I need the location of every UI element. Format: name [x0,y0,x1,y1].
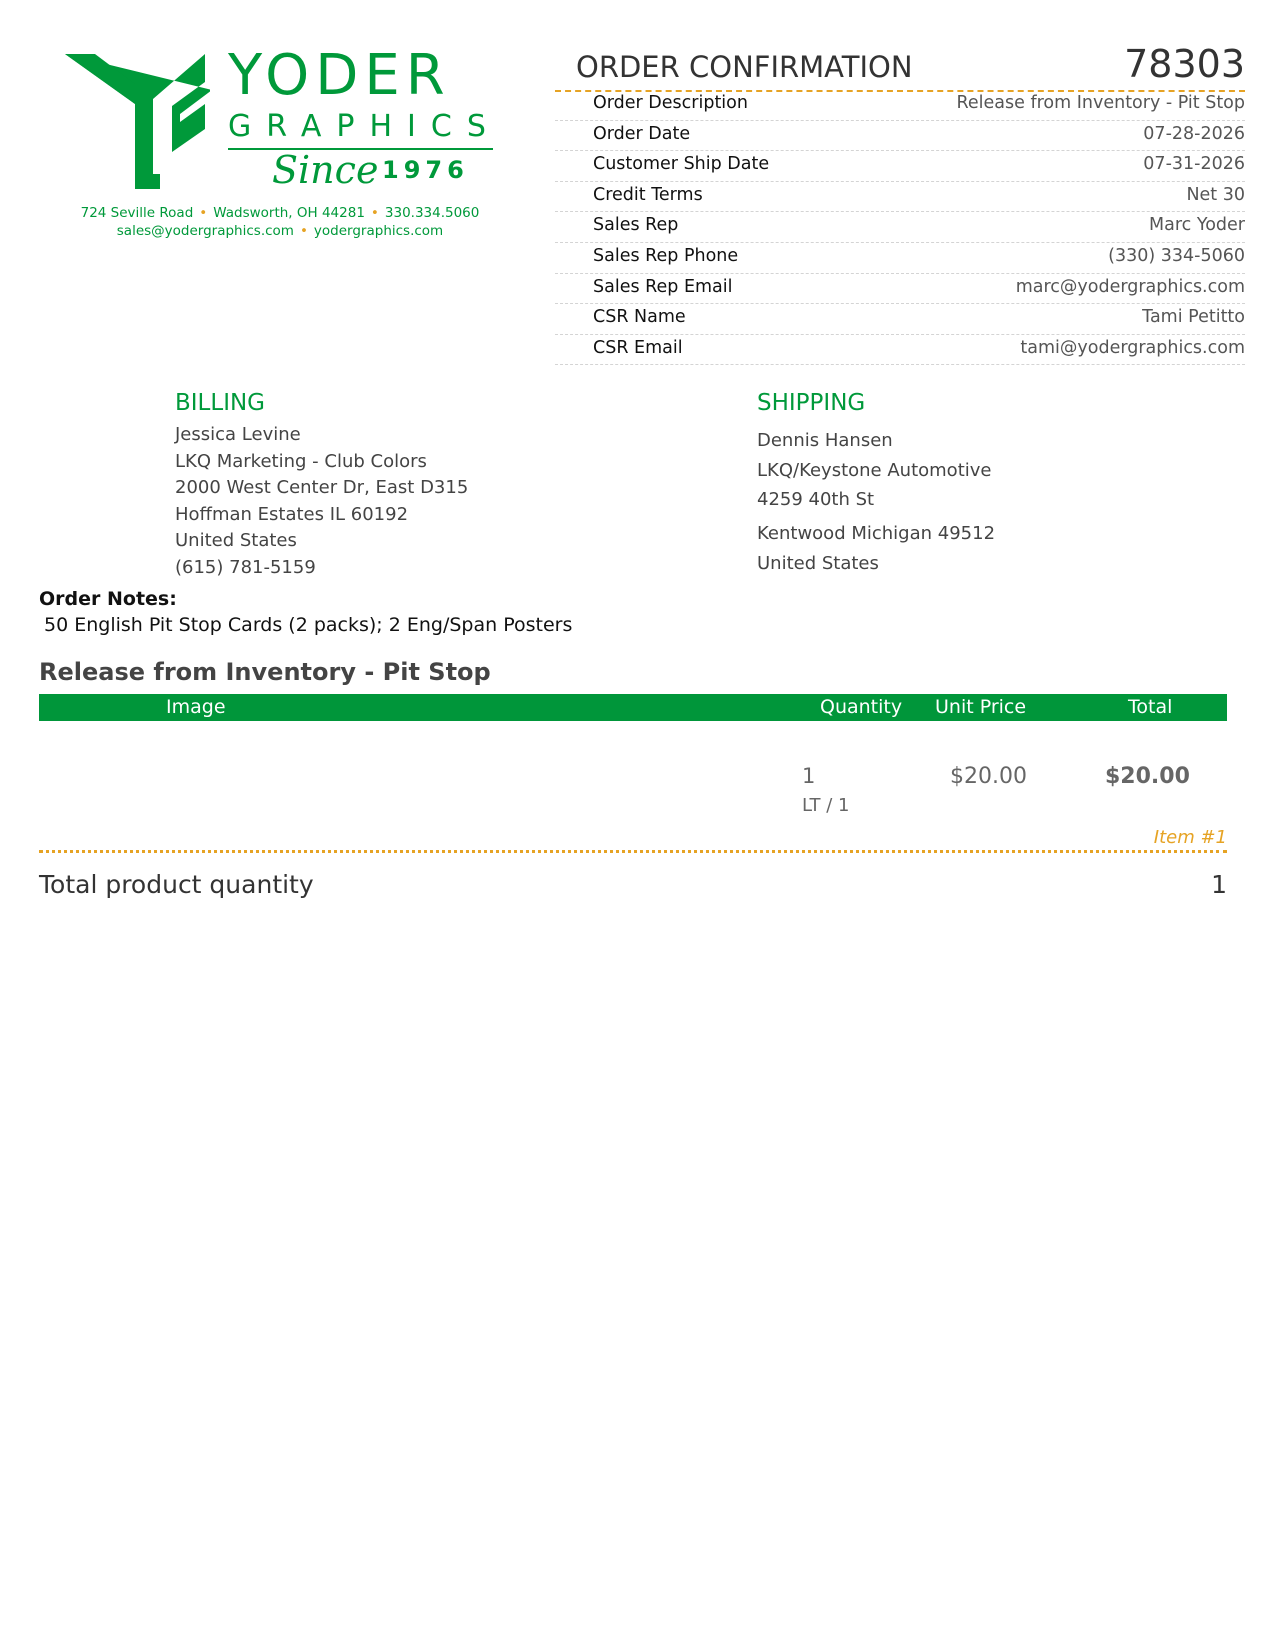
column-header-quantity: Quantity [820,696,903,718]
detail-row [555,121,1245,152]
detail-value: Release from Inventory - Pit Stop [956,93,1245,113]
company-contact [60,204,500,240]
detail-row [555,304,1245,335]
detail-label: CSR Email [593,337,683,358]
detail-row [555,182,1245,213]
since-year: 1976 [382,156,469,184]
detail-value: Marc Yoder [1149,215,1245,236]
detail-row [555,212,1245,243]
shipping-address [757,430,995,582]
billing-address [175,424,468,583]
item-total: $20.00 [1105,764,1190,789]
company-name-sub: GRAPHICS [228,109,501,144]
shipping-line: Kentwood Michigan 49512 [757,523,996,544]
item-unit: LT / 1 [802,795,850,816]
detail-label: Sales Rep [593,215,679,236]
detail-value: 07-31-2026 [1143,154,1245,175]
order-notes-label: Order Notes: [39,588,177,610]
column-header-total: Total [1128,696,1173,718]
billing-line: Hoffman Estates IL 60192 [175,503,409,525]
billing-line: 2000 West Center Dr, East D315 [175,477,469,498]
detail-value: Net 30 [1186,184,1245,205]
detail-row [555,151,1245,182]
billing-line: United States [175,530,297,551]
bullet-icon: • [370,205,379,221]
bullet-icon: • [199,205,208,221]
shipping-line: Dennis Hansen [757,430,893,451]
item-quantity: 1 [802,764,816,788]
detail-value: (330) 334-5060 [1108,245,1245,266]
detail-label: Order Description [593,93,748,113]
order-details [555,90,1245,365]
detail-label: Sales Rep Phone [593,245,739,266]
detail-value: 07-28-2026 [1143,123,1245,144]
shipping-title: SHIPPING [757,390,866,416]
column-header-image: Image [166,696,226,718]
shipping-line: LKQ/Keystone Automotive [757,459,992,481]
company-logo [60,44,520,249]
company-phone: 330.334.5060 [384,205,480,221]
billing-line: LKQ Marketing - Club Colors [175,450,427,472]
order-number: 78303 [1124,42,1245,86]
detail-label: Sales Rep Email [593,276,733,297]
yg-monogram-icon [60,44,210,194]
since-script: Since [272,148,379,192]
item-divider [39,850,1227,853]
order-title: ORDER CONFIRMATION [576,50,913,84]
company-name: YODER [228,43,451,108]
detail-label: CSR Name [593,307,686,328]
detail-row [555,335,1245,366]
detail-value[interactable]: marc@yodergraphics.com [1015,276,1245,297]
billing-line: Jessica Levine [175,424,301,445]
shipping-line: United States [757,552,879,574]
shipping-line: 4259 40th St [757,489,875,510]
detail-row [555,274,1245,305]
item-tag: Item #1 [1153,827,1227,848]
order-header [555,40,1245,92]
detail-value: Tami Petitto [1142,307,1245,328]
item-unit-price: $20.00 [950,764,1027,789]
column-header-unit-price: Unit Price [935,696,1027,718]
company-email[interactable]: sales@yodergraphics.com [116,223,294,239]
company-city: Wadsworth, OH 44281 [213,205,365,221]
total-quantity-value: 1 [1211,870,1227,899]
bullet-icon: • [299,223,308,239]
detail-row [555,243,1245,274]
billing-line: (615) 781-5159 [175,556,316,578]
product-table-header [39,694,1227,721]
company-website[interactable]: yodergraphics.com [313,223,444,239]
detail-label: Credit Terms [593,184,703,205]
order-notes-text: 50 English Pit Stop Cards (2 packs); 2 Eng/Span Posters [44,614,573,636]
total-quantity-label: Total product quantity [39,870,314,899]
company-address: 724 Seville Road [80,205,194,221]
detail-row [555,90,1245,121]
detail-value[interactable]: tami@yodergraphics.com [1020,337,1245,358]
detail-label: Customer Ship Date [593,154,770,175]
detail-label: Order Date [593,123,691,144]
product-title: Release from Inventory - Pit Stop [39,658,491,686]
billing-title: BILLING [175,390,266,416]
